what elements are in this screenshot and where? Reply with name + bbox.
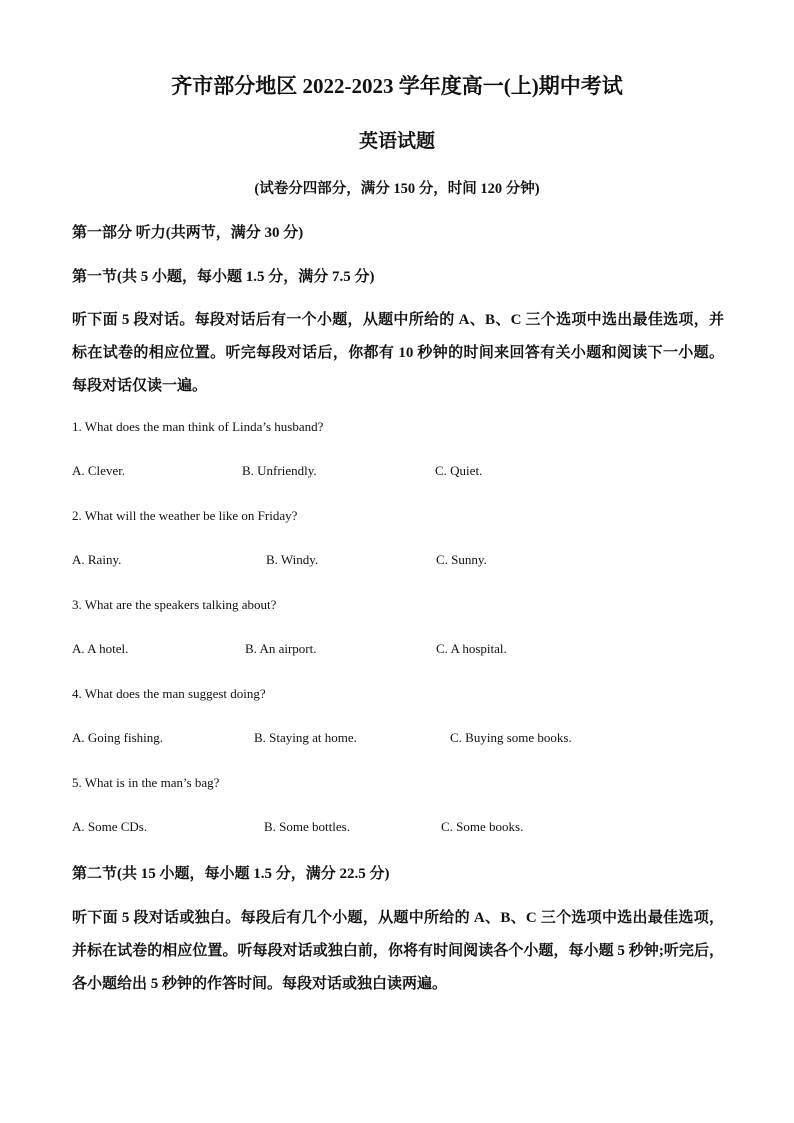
question-2-option-a: A. Rainy. xyxy=(72,552,122,567)
question-4-option-a: A. Going fishing. xyxy=(72,730,163,745)
section1-instructions: 听下面 5 段对话。每段对话后有一个小题，从题中所给的 A、B、C 三个选项中选出最佳选项，并标在试卷的相应位置。听完每段对话后，你都有 10 秒钟的时间来回答有关小题和阅读下一小题。每段对话仅读一遍。 xyxy=(72,312,724,394)
question-3-option-c: C. A hospital. xyxy=(436,641,507,656)
exam-subject: 英语试题 xyxy=(358,131,435,152)
question-4-option-c: C. Buying some books. xyxy=(450,730,572,745)
question-1-option-b: B. Unfriendly. xyxy=(242,463,317,478)
question-5-option-c: C. Some books. xyxy=(441,819,524,834)
section2-instructions: 听下面 5 段对话或独白。每段后有几个小题，从题中所给的 A、B、C 三个选项中选出最佳选项，并标在试卷的相应位置。听每段对话或独白前，你将有时间阅读各个小题，每小题 5 秒钟;听完后，各小题给出 5 秒钟的作答时间。每段对话或独白读两遍。 xyxy=(72,910,724,992)
question-3-option-b: B. An airport. xyxy=(245,641,317,656)
question-5-option-b: B. Some bottles. xyxy=(264,819,350,834)
section2-heading: 第二节(共 15 小题，每小题 1.5 分，满分 22.5 分) xyxy=(72,866,390,882)
question-3-stem: 3. What are the speakers talking about? xyxy=(72,597,277,612)
question-2-option-c: C. Sunny. xyxy=(436,552,487,567)
question-1-option-a: A. Clever. xyxy=(72,463,126,478)
exam-title: 齐市部分地区 2022-2023 学年度高一(上)期中考试 xyxy=(171,74,623,98)
question-5-stem: 5. What is in the man’s bag? xyxy=(72,775,220,790)
question-4-option-b: B. Staying at home. xyxy=(254,730,357,745)
part1-heading: 第一部分 听力(共两节，满分 30 分) xyxy=(72,225,304,241)
question-2-option-b: B. Windy. xyxy=(266,552,319,567)
exam-note: (试卷分四部分，满分 150 分，时间 120 分钟) xyxy=(254,181,540,197)
question-1-stem: 1. What does the man think of Linda’s husband? xyxy=(72,419,324,434)
question-4-stem: 4. What does the man suggest doing? xyxy=(72,686,266,701)
question-2-stem: 2. What will the weather be like on Friday? xyxy=(72,508,298,523)
question-3-option-a: A. A hotel. xyxy=(72,641,129,656)
question-5-option-a: A. Some CDs. xyxy=(72,819,148,834)
question-1-option-c: C. Quiet. xyxy=(435,463,483,478)
section1-heading: 第一节(共 5 小题，每小题 1.5 分，满分 7.5 分) xyxy=(72,269,375,285)
